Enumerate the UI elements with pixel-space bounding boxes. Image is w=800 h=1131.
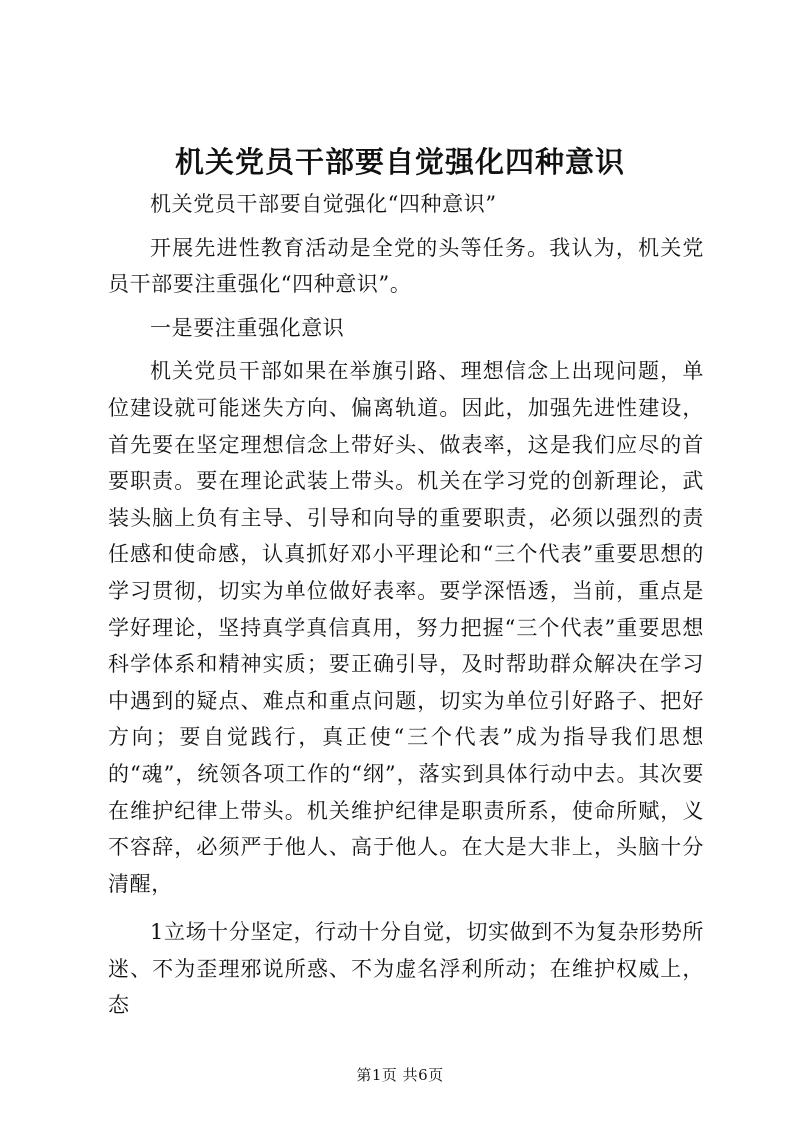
paragraph-continued: 1立场十分坚定，行动十分自觉，切实做到不为复杂形势所迷、不为歪理邪说所惑、不为虚名浮利所动；在维护权威上，态 xyxy=(108,920,704,1018)
document-title: 机关党员干部要自觉强化四种意识 xyxy=(174,145,625,179)
paragraph-intro: 开展先进性教育活动是全党的头等任务。我认为，机关党员干部要注重强化“四种意识”。 xyxy=(108,235,704,297)
page-footer: 第1页 共6页 xyxy=(356,1066,444,1084)
paragraph-section-heading: 一是要注重强化意识 xyxy=(150,315,345,340)
paragraph-main: 机关党员干部如果在举旗引路、理想信念上出现问题，单位建设就可能迷失方向、偏离轨道。因此，加强先进性建设，首先要在坚定理想信念上带好头、做表率，这是我们应尽的首要职责。要在理论武装上带头。机关在学习党的创新理论，武装头脑上负有主导、引导和向导的重要职责，必须以强烈的责任感和使命感，认真抓好邓小平理论和“三个代表”重要思想的学习贯彻，切实为单位做好表率。要学深悟透，当前，重点是学好理论，坚持真学真信真用，努力把握“三个代表”重要思想科学体系和精神实质；要正确引导，及时帮助群众解决在学习中遇到的疑点、难点和重点问题，切实为单位引好路子、把好方向；要自觉践行，真正使“三个代表”成为指导我们思想的“魂”，统领各项工作的“纲”，落实到具体行动中去。其次要在维护纪律上带头。机关维护纪律是职责所系，使命所赋，义不容辞，必须严于他人、高于他人。在大是大非上，头脑十分清醒， xyxy=(108,359,704,896)
document-body xyxy=(108,186,704,1024)
paragraph-subtitle: 机关党员干部要自觉强化“四种意识” xyxy=(150,192,497,216)
